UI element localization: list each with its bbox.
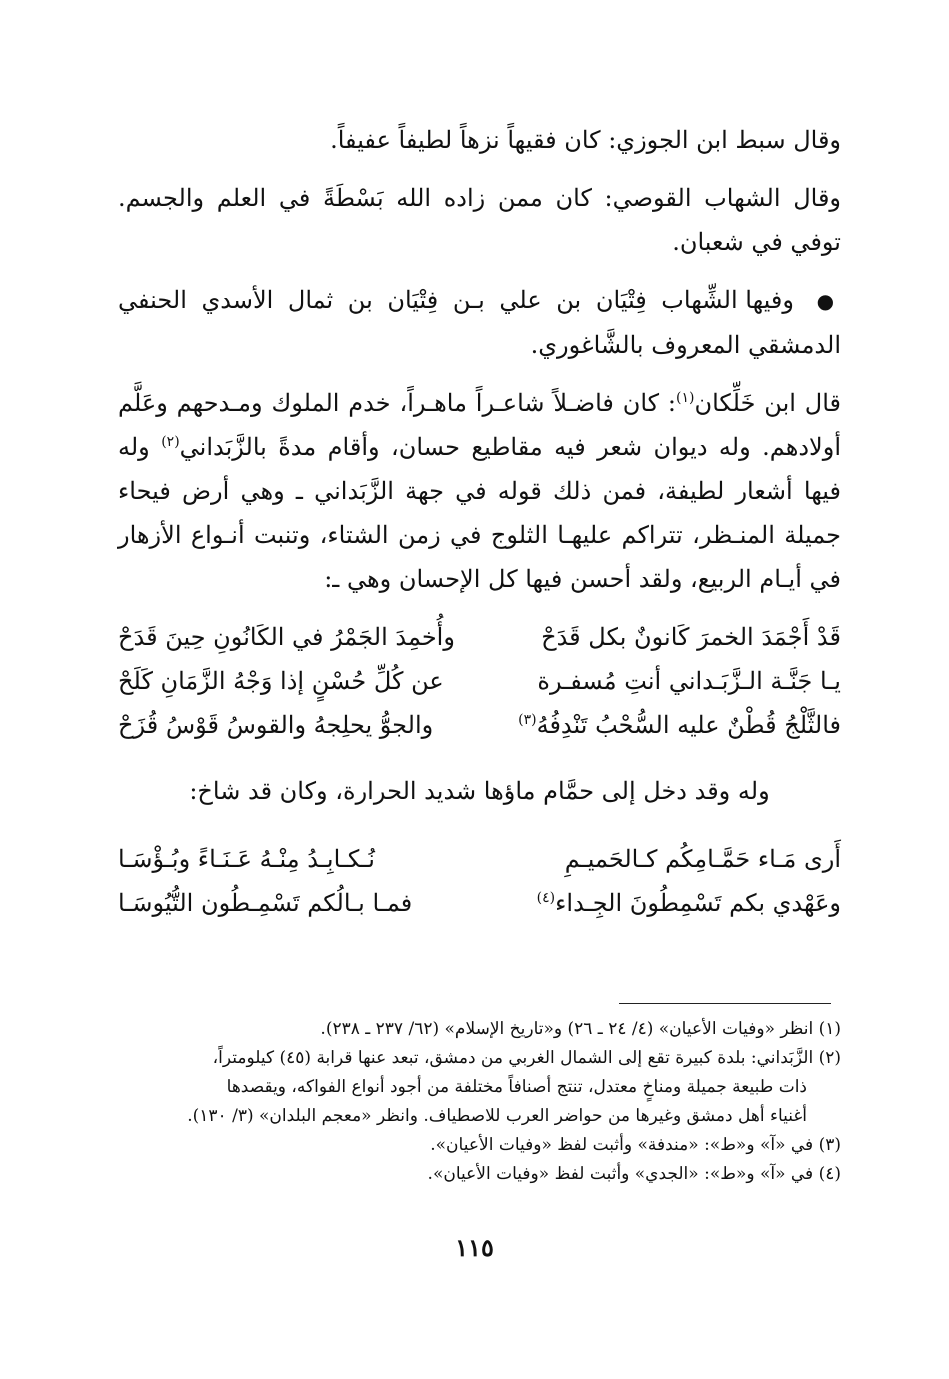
footnote-4: (٤) في «آ» و«ط»: «الجدي» وأثبت لفظ «وفيات الأعيان». xyxy=(427,1164,841,1184)
bullet-icon: ● xyxy=(816,289,842,313)
verse-second-hemistich: عن كُلِّ حُسْنٍ إذا وَجْهُ الزَّمَانِ كَلَحْ xyxy=(118,667,444,695)
ibn-khallikan-text-a: قال ابن خَلِّكان xyxy=(694,389,841,417)
verse-first-hemistich: أَرى مَـاء حَمَّـامِكُم كـالحَميـمِ xyxy=(564,845,841,873)
verse-second-hemistich: وأُخمِدَ الجَمْرُ في الكَانُونِ حِينَ قَدَحْ xyxy=(118,623,455,651)
footnote-1: (١) انظر «وفيات الأعيان» (٤/ ٢٤ ـ ٢٦) و«تاريخ الإسلام» (٦٢/ ٢٣٧ ـ ٢٣٨). xyxy=(320,1019,841,1039)
paragraph-fityan-entry xyxy=(118,278,841,367)
verse-line xyxy=(118,659,841,703)
footnote-2-line-2: ذات طبيعة جميلة ومناخٍ معتدل، تنتج أصنافاً مختلفة من أجود أنواع الفواكه، ويقصدها xyxy=(226,1077,807,1097)
footnote-2-line-1: (٢) الزَّبَداني: بلدة كبيرة تقع إلى الشمال الغربي من دمشق، تبعد عنها قرابة (٤٥) كيلومتراً، xyxy=(212,1048,841,1068)
intro-hammam-poem: وله وقد دخل إلى حمَّام ماؤها شديد الحرارة، وكان قد شاخ: xyxy=(189,777,770,805)
footnote-ref-4: (٤) xyxy=(536,890,556,906)
page-body xyxy=(118,118,841,925)
footnote-ref-2: (٢) xyxy=(161,434,180,450)
paragraph-shihab-al-qusi: وقال الشهاب القوصي: كان ممن زاده الله بَسْطَةً في العلم والجسم. توفي في شعبان. xyxy=(118,184,842,256)
footnote-3: (٣) في «آ» و«ط»: «مندفة» وأثبت لفظ «وفيات الأعيان». xyxy=(430,1135,841,1155)
page-number: ١١٥ xyxy=(455,1233,494,1262)
verse-line xyxy=(118,615,841,659)
footnote-divider xyxy=(619,1003,831,1004)
footnote-ref-1: (١) xyxy=(676,390,695,406)
fityan-entry-text: وفيها الشِّهاب فِتْيَان بن علي بـن فِتْيَان بن ثمال الأسدي الحنفي الدمشقي المعروف بالشَّاغوري. xyxy=(118,286,841,359)
verse-second-hemistich: والجوُّ يحلِجهُ والقوسُ قَوْسُ قُزَحْ xyxy=(118,711,434,739)
verse-second-hemistich: فمـا بـالُكم تَسْمِـطُون التُّيُوسَـا xyxy=(118,889,413,917)
verse-first-hemistich xyxy=(494,703,841,747)
verse-line xyxy=(118,837,841,881)
verse-first-hemistich-text: وعَهْدي بكم تَسْمِطُونَ الجِـداء xyxy=(555,889,841,917)
footnote-2-line-3: أغنياء أهل دمشق وغيرها من حواضر العرب للاصطياف. وانظر «معجم البلدان» (٣/ ١٣٠). xyxy=(187,1106,807,1126)
verse-second-hemistich: نُـكـابِـدُ مِنْـهُ عَـنَـاءً وبُـؤْسَـا xyxy=(118,845,375,873)
verse-line xyxy=(118,881,841,925)
verse-first-hemistich-text: فالثَّلْجُ قُطْنٌ عليه السُّحْبُ تَنْدِفُهُ xyxy=(536,711,841,739)
paragraph-ibn-khallikan xyxy=(118,381,841,601)
ibn-khallikan-text-b: : كان فاضـلاً شاعـراً ماهـراً، خدم الملوك ومـدحهم وعَلَّم أولادهم. وله ديوان شعر فيه مقاطيع حسان، وأقام مدةً بالزَّبَداني xyxy=(118,389,841,461)
poem-hammam xyxy=(118,837,841,925)
verse-line xyxy=(118,703,841,747)
footnotes xyxy=(118,1015,841,1189)
poem-zabadani xyxy=(118,615,841,747)
verse-first-hemistich: يـا جَنَّـة الـزَّبَـداني أنتِ مُسفـرة xyxy=(537,667,841,695)
verse-first-hemistich xyxy=(494,881,841,925)
ibn-khallikan-text-c: وله فيها أشعار لطيفة، فمن ذلك قوله في جهة الزَّبَداني ـ وهي أرض فيحاء جميلة المنـظر، تتراكم عليهـا الثلوج في زمن الشتاء، وتنبت أنـواع الأزهار في أيـام الربيع، ولقد أحسن فيها كل الإحسان وهي ـ: xyxy=(118,433,841,593)
paragraph-sibt-ibn-al-jawzi: وقال سبط ابن الجوزي: كان فقيهاً نزهاً لطيفاً عفيفاً. xyxy=(330,126,841,154)
footnote-ref-3: (٣) xyxy=(518,712,537,728)
verse-first-hemistich: قَدْ أَجْمَدَ الخمرَ كَانونٌ بكل قَدَحْ xyxy=(541,623,841,651)
